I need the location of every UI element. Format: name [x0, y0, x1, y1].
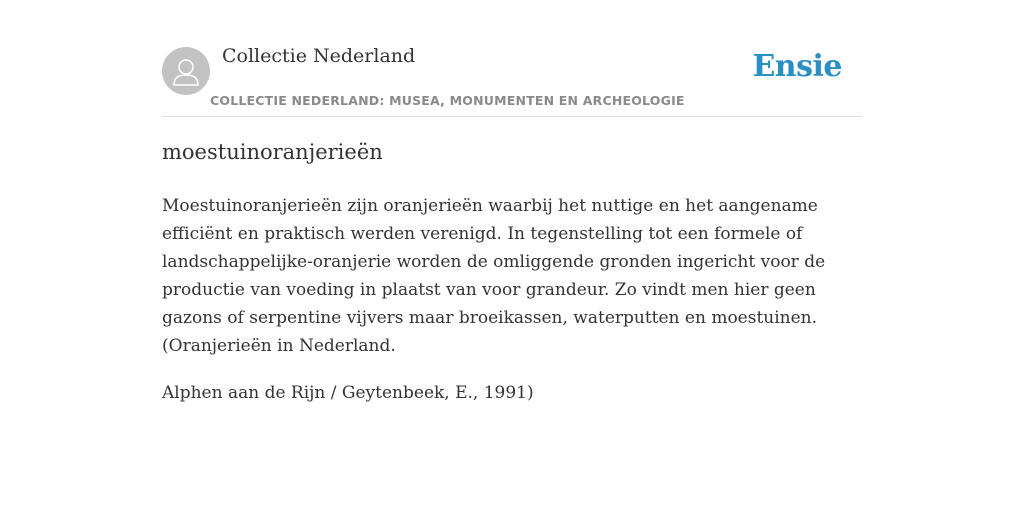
brand-logo[interactable]: Ensie [752, 49, 842, 84]
author-subtitle: COLLECTIE NEDERLAND: MUSEA, MONUMENTEN EN ARCHEOLOGIE [210, 93, 685, 108]
entry-body [162, 192, 862, 426]
source-paragraph: Alphen aan de Rijn / Geytenbeek, E., 1991) [162, 383, 534, 403]
definition-line: productie van voeding in plaatst van voor grandeur. Zo vindt men hier geen [162, 280, 816, 300]
author-name[interactable]: Collectie Nederland [222, 45, 416, 67]
definition-line: Moestuinoranjerieën zijn oranjerieën waarbij het nuttige en het aangename [162, 196, 818, 216]
entry-title: moestuinoranjerieën [162, 140, 383, 164]
definition-line: landschappelijke-oranjerie worden de omliggende gronden ingericht voor de [162, 252, 826, 272]
definition-line: efficiënt en praktisch werden verenigd. In tegenstelling tot een formele of [162, 224, 803, 244]
definition-line: gazons of serpentine vijvers maar broeikassen, waterputten en moestuinen. [162, 308, 818, 328]
definition-line: (Oranjerieën in Nederland. [162, 336, 396, 356]
definition-paragraph [162, 192, 862, 360]
entry-header [162, 40, 862, 117]
user-avatar-icon[interactable] [162, 47, 210, 95]
